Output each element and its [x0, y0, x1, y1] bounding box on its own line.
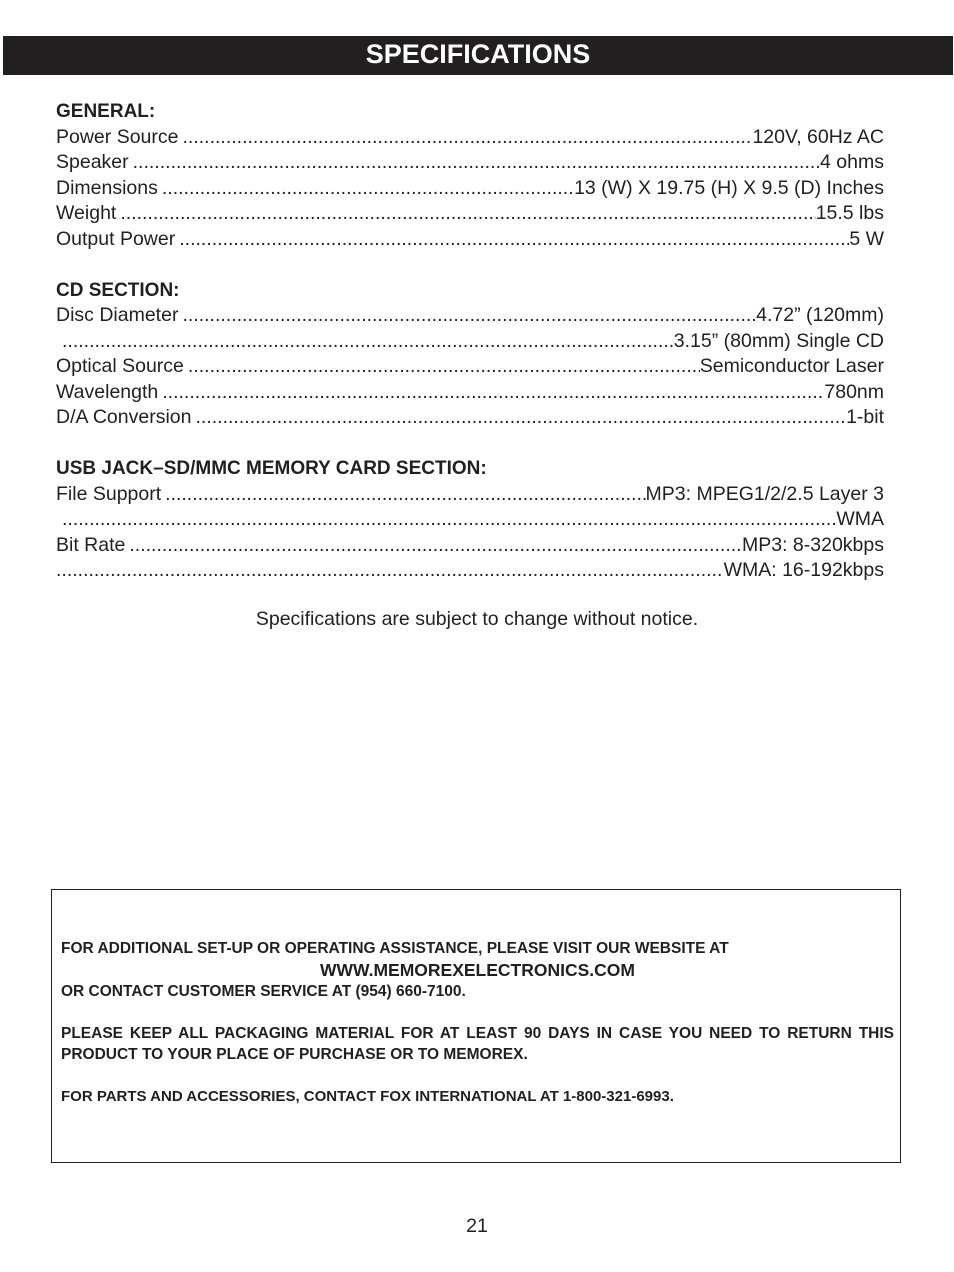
spec-value: 120V, 60Hz AC — [752, 125, 884, 148]
packaging-notice: PLEASE KEEP ALL PACKAGING MATERIAL FOR AT LEAST 90 DAYS IN CASE YOU NEED TO RETURN THIS PRODUCT TO YOUR PLACE OF PURCHASE OR TO MEMOREX. — [61, 1025, 894, 1063]
specifications-list — [56, 99, 884, 609]
dot-leader — [165, 482, 645, 508]
general-section — [56, 99, 884, 252]
spec-label: Output Power — [56, 227, 176, 250]
spec-value: 4.72” (120mm) — [756, 304, 884, 327]
dot-leader — [162, 380, 824, 406]
spec-value: 4 ohms — [820, 151, 884, 173]
dot-leader — [162, 176, 574, 202]
spacer — [61, 1065, 894, 1086]
dot-leader — [62, 507, 836, 533]
spec-row — [56, 125, 884, 151]
spec-value: 13 (W) X 19.75 (H) X 9.5 (D) Inches — [574, 176, 884, 199]
spec-label: File Support — [56, 482, 162, 505]
dot-leader — [120, 201, 815, 227]
spec-row — [56, 303, 884, 329]
assistance-line: FOR ADDITIONAL SET-UP OR OPERATING ASSISTANCE, PLEASE VISIT OUR WEBSITE AT — [61, 940, 729, 957]
dot-leader — [62, 329, 674, 355]
spec-label: Speaker — [56, 151, 129, 173]
spec-row — [56, 354, 884, 380]
section-heading: CD SECTION: — [56, 279, 180, 301]
contact-line: OR CONTACT CUSTOMER SERVICE AT (954) 660-7100. — [61, 983, 466, 1000]
spec-row — [56, 380, 884, 406]
dot-leader — [133, 150, 820, 176]
spec-label: Optical Source — [56, 355, 184, 378]
page-title: SPECIFICATIONS — [3, 36, 953, 75]
change-notice: Specifications are subject to change without notice. — [255, 608, 699, 630]
spec-row-continued — [56, 558, 884, 584]
spec-row — [56, 533, 884, 559]
spec-label: Dimensions — [56, 176, 158, 199]
spec-value: 780nm — [824, 380, 884, 403]
spec-row — [56, 150, 884, 176]
spec-value: 3.15” (80mm) Single CD — [673, 329, 884, 352]
spec-value: MP3: 8-320kbps — [742, 533, 884, 556]
usb-card-section — [56, 456, 884, 584]
spec-label: Bit Rate — [56, 533, 126, 556]
spec-value: 15.5 lbs — [815, 202, 884, 224]
dot-leader — [195, 405, 846, 431]
customer-service-text — [61, 938, 894, 1107]
spec-row — [56, 201, 884, 227]
spec-row-continued — [56, 329, 884, 355]
dot-leader — [179, 227, 849, 253]
section-heading: GENERAL: — [56, 101, 156, 122]
spec-row-continued — [56, 507, 884, 533]
spec-row — [56, 405, 884, 431]
dot-leader — [182, 303, 756, 329]
website-link[interactable]: WWW.MEMOREXELECTRONICS.COM — [320, 960, 635, 980]
spec-row — [56, 227, 884, 253]
spacer — [61, 1002, 894, 1023]
cd-section — [56, 278, 884, 431]
section-heading: USB JACK–SD/MMC MEMORY CARD SECTION: — [56, 458, 487, 480]
spec-value: MP3: MPEG1/2/2.5 Layer 3 — [645, 482, 884, 505]
spec-value: 1-bit — [846, 406, 884, 429]
spec-label: D/A Conversion — [56, 406, 192, 429]
spec-row — [56, 482, 884, 508]
dot-leader — [182, 125, 752, 151]
spec-label: Power Source — [56, 125, 179, 148]
dot-leader — [188, 354, 700, 380]
spec-value: 5 W — [849, 227, 884, 250]
parts-contact: FOR PARTS AND ACCESSORIES, CONTACT FOX INTERNATIONAL AT 1-800-321-6993. — [61, 1088, 674, 1105]
spec-label: Wavelength — [56, 380, 159, 403]
customer-service-box — [51, 889, 901, 1163]
spec-value: WMA: 16-192kbps — [723, 559, 884, 582]
spec-value: Semiconductor Laser — [699, 355, 884, 378]
spec-row — [56, 176, 884, 202]
dot-leader — [56, 558, 724, 584]
page-number: 21 — [466, 1215, 488, 1237]
dot-leader — [129, 533, 742, 559]
spec-label: Disc Diameter — [56, 304, 179, 327]
spec-value: WMA — [836, 508, 884, 531]
spec-label: Weight — [56, 202, 117, 224]
